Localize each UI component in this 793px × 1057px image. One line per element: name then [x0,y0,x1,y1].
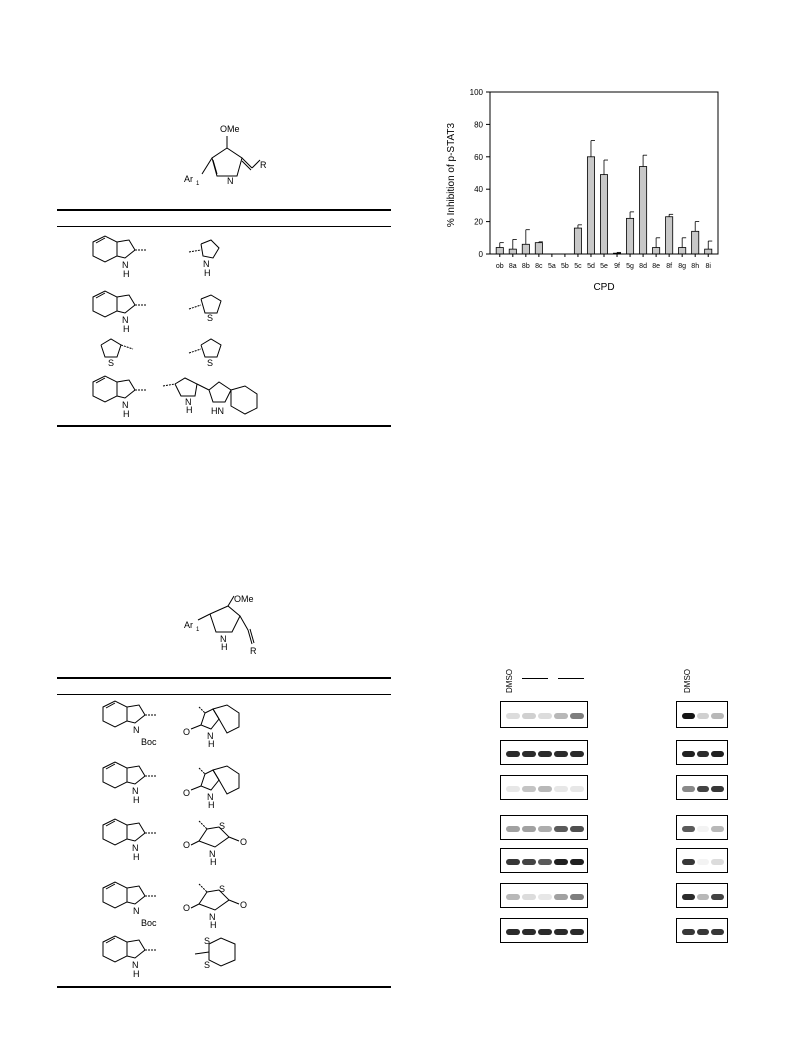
table-2-bottom-rule [57,986,391,988]
blot-right-band [682,826,695,832]
blot-left-band [570,713,584,719]
x-tick-label: 5d [587,263,595,270]
scaffold-2-structure [180,592,290,662]
row-1-boc: Boc [141,737,157,747]
table-2-top-rule [57,677,391,679]
row-2-ar-h: H [123,324,130,332]
blot-left-band [522,826,536,832]
blot-right-dmso-label: DMSO [683,669,692,693]
bar [600,175,607,254]
blot-right-band [682,894,695,900]
row-3-o1: O [183,840,191,850]
row-2-o: O [183,788,191,798]
y-tick-label: 100 [469,88,483,97]
row-2-rh: H [208,800,215,808]
y-tick-label: 40 [474,185,483,195]
row-3-rn: N [209,849,216,859]
blot-left-band [570,859,584,865]
blot-right-band [711,786,724,792]
blot-right-band [697,786,710,792]
scaffold-2-ar-sub: 1 [196,627,200,633]
row-1-rh: H [208,739,215,749]
x-tick-label: 5c [574,263,582,270]
row-5-n: N [132,960,139,970]
blot-right-band [682,751,695,757]
blot-left-dmso-label: DMSO [505,669,514,693]
x-tick-label: 5e [600,263,608,270]
x-tick-label: 5g [626,263,634,270]
y-tick-label: 60 [474,152,483,162]
row-2-ar-n: N [122,315,129,325]
y-tick-label: 80 [474,120,483,130]
bar [522,244,529,254]
scaffold-1-n: N [227,176,234,186]
row-3-rh: H [210,857,217,867]
blot-left-panel [500,740,588,765]
row-4-r-h: H [186,405,193,415]
row-2-h: H [133,795,140,805]
scaffold-1-ar-sub: 1 [196,181,200,187]
blot-right-panel [676,848,728,873]
blot-right-band [711,859,724,865]
blot-left-panel [500,701,588,728]
row-5-s1: S [204,936,211,946]
blot-left-band [570,894,584,900]
row-2-r-s: S [207,313,214,323]
blot-left-lane-group-1 [522,678,548,679]
blot-left-band [570,826,584,832]
chart-x-axis-label: CPD [593,282,615,293]
bar [705,249,712,254]
blot-left-band [506,894,520,900]
bar [679,248,686,254]
blot-left-band [522,929,536,935]
row-3-s: S [219,821,226,831]
scaffold-2-n: N [220,634,227,644]
blot-right-band [711,929,724,935]
x-tick-label: 8g [678,263,687,270]
row-1-r-h: H [204,268,211,277]
row-4-n: N [133,906,140,916]
blot-left-band [506,929,520,935]
table-1-row-3 [85,335,235,371]
blot-left-band [538,713,552,719]
row-4-ar-h: H [123,409,130,419]
row-1-n: N [133,725,140,735]
scaffold-2-r: R [250,646,257,656]
blot-left-band [522,894,536,900]
table-1-bottom-rule [57,425,391,427]
row-5-s2: S [204,960,211,970]
blot-right-panel [676,883,728,908]
table-2-header-rule [57,694,391,695]
blot-right-band [682,859,695,865]
table-1-row-2 [85,287,235,332]
blot-left-band [554,713,568,719]
blot-right-band [682,713,695,719]
table-2-row-4 [95,878,275,933]
x-tick-label: 5b [561,263,569,270]
row-1-ar-h: H [123,269,130,277]
blot-right-panel [676,918,728,943]
blot-left-panel [500,815,588,840]
row-4-rh: H [210,920,217,930]
blot-left-band [554,786,568,792]
x-tick-label: 8h [691,263,700,270]
x-tick-label: 9f [614,263,620,270]
table-2-row-5 [95,932,275,982]
row-3-n: N [132,843,139,853]
bar [535,243,542,254]
blot-right-band [711,713,724,719]
row-3-ar-s: S [108,358,115,368]
bar [692,231,699,254]
table-2-row-2 [95,758,275,808]
row-1-rn: N [207,731,214,741]
scaffold-2-h: H [221,642,228,652]
bar [587,157,594,254]
blot-right-panel [676,701,728,728]
table-2-row-1 [95,697,275,752]
row-4-rn: N [209,912,216,922]
blot-left-band [538,786,552,792]
bar [509,249,516,254]
blot-left-band [522,786,536,792]
blot-right-band [697,929,710,935]
row-3-h: H [133,852,140,862]
x-tick-label: 8b [521,263,530,270]
bar [640,167,647,254]
blot-left-band [554,826,568,832]
table-1-header-rule [57,226,391,227]
blot-left-band [538,929,552,935]
blot-left-band [522,713,536,719]
bar [666,217,673,254]
blot-right-band [697,894,710,900]
y-tick-label: 0 [478,250,483,259]
blot-left-band [522,859,536,865]
blot-left-band [554,894,568,900]
row-4-o2: O [240,900,248,910]
blot-right-band [697,713,710,719]
table-1-row-1 [85,232,235,277]
row-1-ar-n: N [122,260,129,270]
x-tick-label: 5a [547,263,556,270]
x-tick-label: 8d [639,263,647,270]
blot-right-band [697,859,710,865]
blot-left-band [506,826,520,832]
blot-left-panel [500,775,588,800]
blot-left-panel [500,918,588,943]
row-2-rn: N [207,792,214,802]
blot-right-band [697,826,710,832]
blot-left-band [538,826,552,832]
blot-left-band [554,929,568,935]
x-tick-label: 8c [535,263,543,270]
scaffold-1-structure [180,118,290,198]
row-2-n: N [132,786,139,796]
row-4-ar-n: N [122,400,129,410]
blot-right-panel [676,815,728,840]
blot-right-band [697,751,710,757]
x-tick-label: 8a [508,263,517,270]
blot-left-band [506,713,520,719]
row-1-r-n: N [203,259,210,269]
blot-left-band [538,751,552,757]
chart-y-axis-label: % Inhibition of p-STAT3 [446,122,457,228]
scaffold-1-ar: Ar [184,174,193,184]
pstat3-inhibition-chart [440,82,725,297]
table-1-top-rule [57,209,391,211]
blot-left-band [554,751,568,757]
blot-left-lane-group-2 [558,678,584,679]
bar [496,248,503,254]
scaffold-1-r: R [260,160,267,170]
x-tick-label: ob [495,263,504,270]
x-tick-label: 8i [705,263,711,270]
row-4-s: S [219,884,226,894]
blot-left-band [538,894,552,900]
blot-right-band [682,929,695,935]
blot-left-band [538,859,552,865]
blot-left-band [570,751,584,757]
blot-left-band [506,859,520,865]
blot-left-band [506,786,520,792]
table-1-row-4 [85,372,275,422]
row-5-h: H [133,969,140,979]
blot-right-band [682,786,695,792]
x-tick-label: 8f [666,263,673,270]
scaffold-1-ome: OMe [220,124,240,134]
table-2-row-3 [95,815,275,870]
blot-left-band [570,786,584,792]
scaffold-2-ar: Ar [184,620,193,630]
bar [574,228,581,254]
bar [626,218,633,254]
blot-left-panel [500,848,588,873]
x-tick-label: 8e [652,263,661,270]
chart-plot-area [496,141,712,254]
blot-left-panel [500,883,588,908]
row-3-o2: O [240,837,248,847]
row-4-r-n: N [185,397,192,407]
row-1-o: O [183,727,191,737]
blot-left-band [506,751,520,757]
blot-right-panel [676,775,728,800]
blot-left-band [570,929,584,935]
y-tick-label: 20 [474,217,483,227]
blot-left-band [522,751,536,757]
blot-right-panel [676,740,728,765]
blot-left-band [554,859,568,865]
blot-right-band [711,894,724,900]
row-4-boc: Boc [141,918,157,928]
bar [653,248,660,254]
row-3-r-s: S [207,358,214,368]
blot-right-band [711,751,724,757]
blot-right-band [711,826,724,832]
row-4-o1: O [183,903,191,913]
row-4-r-hn: HN [211,406,224,416]
scaffold-2-ome: OMe [234,594,254,604]
